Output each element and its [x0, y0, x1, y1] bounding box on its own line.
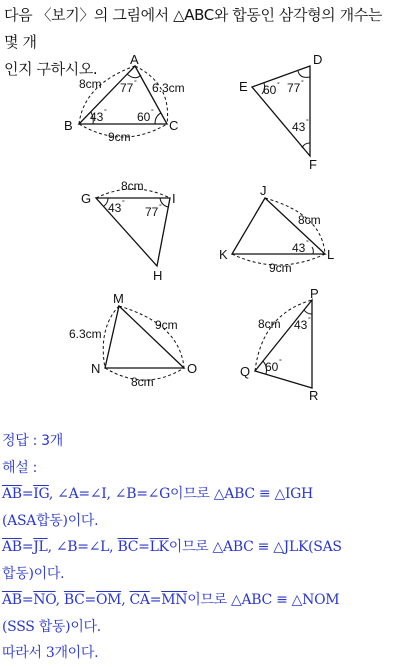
deg-mark: ° — [279, 359, 282, 366]
deg-mark: ° — [301, 80, 304, 87]
text: , ∠A=∠I, ∠B=∠G — [48, 486, 170, 502]
vertex-b: B — [64, 118, 73, 133]
vertex-d: D — [313, 52, 323, 67]
deg-mark: ° — [104, 109, 107, 116]
answer-section — [2, 428, 398, 667]
vertex-h: H — [153, 268, 163, 283]
segment-no: $\overline{NO}$ — [33, 592, 56, 608]
text: = — [21, 592, 34, 608]
explanation-label: 해설 : — [2, 459, 38, 476]
explanation-line-2 — [2, 508, 398, 535]
deg-mark: ° — [306, 240, 309, 247]
text: = — [84, 592, 96, 608]
segment-om: $\overline{OM}$ — [95, 592, 122, 608]
segment-bc: $\overline{BC}$ — [63, 592, 85, 608]
text: = — [138, 539, 150, 555]
explanation-line-7 — [2, 640, 398, 667]
text: 이므로 — [187, 592, 227, 608]
vertex-g: G — [81, 191, 92, 206]
text: ) — [65, 618, 71, 635]
angle-f: 43 — [292, 120, 306, 134]
deg-mark: ° — [277, 82, 280, 89]
text: = — [21, 486, 34, 502]
triangles-figure — [0, 44, 400, 403]
angle-p: 43 — [294, 318, 308, 332]
question-line-1: 다음 〈보기〉의 그림에서 △ABC와 합동인 삼각형의 개수는 몇 개 — [4, 6, 382, 51]
measure-bc: 9cm — [108, 130, 131, 144]
text: 이다. — [67, 512, 99, 529]
text: △ABC ≡ △IGH — [209, 486, 313, 502]
angle-e: 60 — [263, 83, 277, 97]
vertex-e: E — [239, 79, 248, 94]
text: (SSS — [2, 618, 39, 635]
text: 합동 — [38, 618, 66, 635]
explanation-line-6 — [2, 614, 398, 641]
text: 이다. — [33, 565, 65, 582]
measure-jl: 8cm — [298, 213, 321, 227]
explanation-line-4 — [2, 561, 398, 588]
vertex-f: F — [309, 157, 317, 172]
text: (ASA — [2, 512, 37, 529]
answer-label: 정답 : 3개 — [2, 433, 63, 449]
text: , — [121, 592, 130, 608]
text: ) — [62, 512, 68, 529]
deg-mark: ° — [151, 109, 154, 116]
triangle-pqr — [255, 300, 312, 388]
vertex-c: C — [169, 118, 179, 133]
deg-mark: ° — [122, 200, 125, 207]
deg-mark: ° — [308, 317, 311, 324]
measure-gi: 8cm — [121, 179, 144, 193]
vertex-j: J — [260, 183, 267, 198]
measure-kl: 9cm — [269, 261, 292, 275]
deg-mark: ° — [134, 80, 137, 87]
angle-l: 43 — [292, 241, 306, 255]
angle-c: 60 — [137, 110, 151, 124]
text: ) — [28, 565, 34, 582]
vertex-r: R — [309, 388, 319, 403]
segment-ca: $\overline{CA}$ — [129, 592, 150, 608]
text: , — [55, 592, 64, 608]
segment-ab: $\overline{AB}$ — [2, 592, 22, 608]
vertex-q: Q — [240, 364, 251, 379]
text: = — [21, 539, 34, 555]
deg-mark: ° — [306, 119, 309, 126]
measure-ac: 6.3cm — [152, 81, 185, 95]
text: 이므로 — [168, 539, 209, 555]
angle-d: 77 — [287, 81, 301, 95]
vertex-k: K — [219, 247, 228, 262]
angle-q: 60 — [265, 360, 279, 374]
text: 합동 — [36, 512, 63, 529]
text: 3 — [45, 645, 55, 661]
vertex-m: M — [113, 291, 124, 306]
text: 따라서 — [2, 645, 46, 661]
angle-b: 43 — [90, 110, 104, 124]
vertex-p: P — [310, 286, 319, 301]
vertex-o: O — [187, 361, 198, 376]
text: 개이다. — [54, 645, 99, 661]
measure-no: 8cm — [131, 375, 154, 389]
segment-mn: $\overline{MN}$ — [161, 592, 188, 608]
text: 합동 — [2, 565, 29, 582]
text: △ABC ≡ △JLK(SAS — [208, 539, 342, 555]
segment-ab: $\overline{AB}$ — [2, 539, 22, 555]
segment-lk: $\overline{LK}$ — [149, 539, 169, 555]
measure-ab: 8cm — [79, 77, 102, 91]
angle-a: 77 — [120, 81, 134, 95]
text: , ∠B=∠L, — [47, 539, 118, 555]
vertex-l: L — [327, 247, 335, 262]
explanation-line-1 — [2, 481, 398, 508]
segment-ab: $\overline{AB}$ — [2, 486, 22, 502]
measure-pq: 8cm — [258, 317, 281, 331]
segment-jl: $\overline{JL}$ — [33, 539, 48, 555]
angle-i: 77 — [145, 205, 159, 219]
measure-mo: 9cm — [155, 318, 178, 332]
question-line-2: 인지 구하시오. — [4, 60, 98, 78]
text: 이다. — [70, 618, 101, 635]
text: △ABC ≡ △NOM — [226, 592, 340, 608]
explanation-line-3 — [2, 534, 398, 561]
deg-mark: ° — [159, 204, 162, 211]
vertex-a: A — [130, 52, 139, 67]
measure-mn: 6.3cm — [69, 327, 102, 341]
segment-bc: $\overline{BC}$ — [117, 539, 139, 555]
segment-ig: $\overline{IG}$ — [33, 486, 49, 502]
angle-g: 43 — [108, 201, 122, 215]
text: = — [149, 592, 162, 608]
vertex-i: I — [172, 191, 176, 206]
vertex-n: N — [91, 361, 101, 376]
explanation-line-5 — [2, 587, 398, 614]
text: 이므로 — [169, 486, 210, 502]
